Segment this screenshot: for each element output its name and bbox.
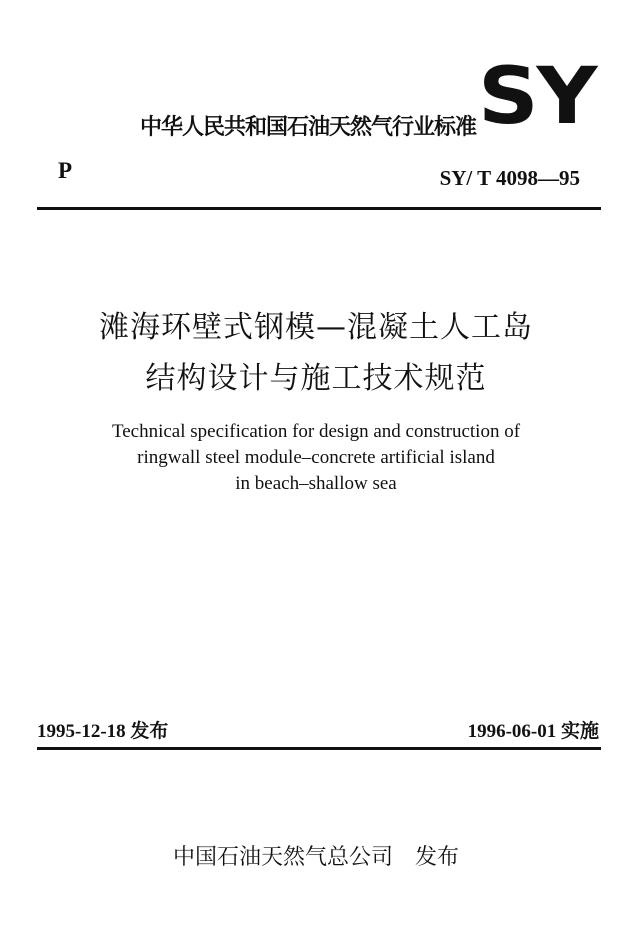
english-title [0,419,632,497]
implementation-date: 1996-06-01 实施 [467,721,599,742]
classification-letter: P [58,158,73,183]
standard-number: SY/ T 4098—95 [439,166,580,190]
chinese-title-line-2: 结构设计与施工技术规范 [145,361,487,396]
english-title-line-1: Technical specification for design and construction of [111,421,521,442]
publisher-name: 中国石油天然气总公司 [172,845,393,870]
top-divider [37,207,601,210]
bottom-divider [37,747,601,750]
english-title-line-3: in beach–shallow sea [235,473,397,494]
issue-date: 1995-12-18 发布 [37,721,169,742]
chinese-title-line-1: 滩海环壁式钢模—混凝土人工岛 [99,310,533,345]
publisher-line [0,840,632,871]
english-title-line-2: ringwall steel module–concrete artificial island [137,447,495,468]
publisher-action: 发布 [415,845,460,870]
standard-series-title: 中华人民共和国石油天然气行业标准 [140,115,477,140]
sy-logo: SY [478,52,596,142]
